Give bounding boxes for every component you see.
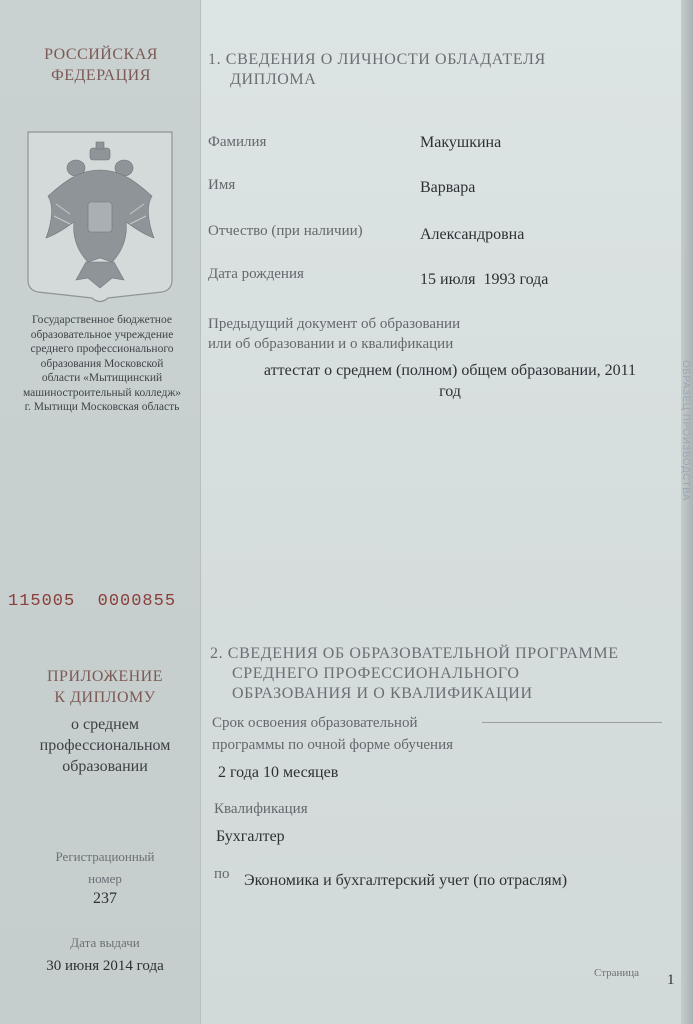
- section-1-title-line-1: 1. СВЕДЕНИЯ О ЛИЧНОСТИ ОБЛАДАТЕЛЯ: [208, 51, 546, 68]
- surname-value: Макушкина: [420, 134, 502, 151]
- previous-document-label-line-2: или об образовании и о квалификации: [208, 336, 454, 352]
- country-header: [20, 44, 182, 86]
- previous-document-value: [222, 360, 678, 402]
- side-edge-text: ОБРАЗЕЦ ПРОИЗВОДСТВА: [680, 360, 691, 502]
- appendix-subtitle-line-2: профессиональном: [39, 737, 171, 754]
- name-value: Варвара: [420, 179, 476, 196]
- appendix-title-line-2: К ДИПЛОМУ: [54, 689, 156, 706]
- section-2-title: [210, 644, 670, 704]
- surname-label: Фамилия: [208, 134, 267, 150]
- issue-date-label: Дата выдачи: [70, 935, 140, 950]
- duration-label-line-1: Срок освоения образовательной: [212, 715, 418, 731]
- institution-name: [4, 313, 200, 415]
- appendix-title-line-1: ПРИЛОЖЕНИЕ: [46, 668, 163, 685]
- duration-value: 2 года 10 месяцев: [218, 764, 339, 781]
- appendix-subtitle-line-1: о среднем: [71, 716, 139, 733]
- institution-line-5: области «Мытищинский: [41, 372, 163, 384]
- institution-line-1: Государственное бюджетное: [32, 314, 172, 326]
- double-headed-eagle-icon: [26, 130, 174, 305]
- page-label: Страница: [594, 967, 640, 979]
- qualification-label: Квалификация: [214, 801, 308, 817]
- appendix-subtitle: [10, 714, 200, 777]
- qualification-value: Бухгалтер: [216, 828, 285, 845]
- section-2-title-line-3: ОБРАЗОВАНИЯ И О КВАЛИФИКАЦИИ: [232, 685, 533, 702]
- previous-document-label: [208, 314, 460, 354]
- section-1-title: [208, 50, 648, 90]
- page-edge: [681, 0, 693, 1024]
- registration-label-line-1: Регистрационный: [55, 849, 155, 864]
- section-2-title-line-2: СРЕДНЕГО ПРОФЕССИОНАЛЬНОГО: [232, 665, 520, 682]
- specialty-value: Экономика и бухгалтерский учет (по отраслям): [244, 872, 568, 889]
- duration-label-line-2: программы по очной форме обучения: [212, 737, 453, 753]
- appendix-title: [20, 666, 190, 708]
- issue-date: 30 июня 2014 года: [46, 958, 164, 974]
- institution-line-7: г. Мытищи Московская область: [24, 401, 180, 413]
- section-2-title-line-1: 2. СВЕДЕНИЯ ОБ ОБРАЗОВАТЕЛЬНОЙ ПРОГРАММЕ: [210, 645, 619, 662]
- institution-line-6: машиностроительный колледж»: [22, 386, 182, 399]
- previous-document-label-line-1: Предыдущий документ об образовании: [208, 316, 461, 332]
- institution-line-2: образовательное учреждение: [30, 328, 174, 341]
- name-label: Имя: [208, 177, 236, 193]
- patronymic-value: Александровна: [420, 226, 525, 243]
- country-line-1: РОССИЙСКАЯ: [44, 46, 158, 63]
- previous-document-value-line-1: аттестат о среднем (полном) общем образовании, 2011: [263, 362, 637, 379]
- serial-number: 115005 0000855: [8, 592, 177, 611]
- birthdate-label: Дата рождения: [208, 266, 304, 282]
- registration-label-line-2: номер: [88, 871, 122, 886]
- duration-label: [212, 712, 453, 756]
- previous-document-value-line-2: год: [439, 383, 461, 400]
- institution-line-3: среднего профессионального: [30, 343, 174, 355]
- registration-label: [0, 846, 210, 890]
- birthdate-value: 15 июля 1993 года: [420, 271, 549, 288]
- country-line-2: ФЕДЕРАЦИЯ: [51, 67, 151, 84]
- page-number: 1: [667, 972, 675, 988]
- coat-of-arms-emblem: [26, 130, 174, 305]
- specialty-prefix: по: [214, 866, 230, 882]
- duration-underline: [482, 722, 662, 723]
- institution-line-4: образования Московской: [40, 357, 164, 370]
- patronymic-label: Отчество (при наличии): [208, 223, 363, 239]
- appendix-subtitle-line-3: образовании: [62, 758, 148, 775]
- section-1-title-line-2: ДИПЛОМА: [230, 71, 317, 88]
- registration-number: 237: [93, 890, 117, 907]
